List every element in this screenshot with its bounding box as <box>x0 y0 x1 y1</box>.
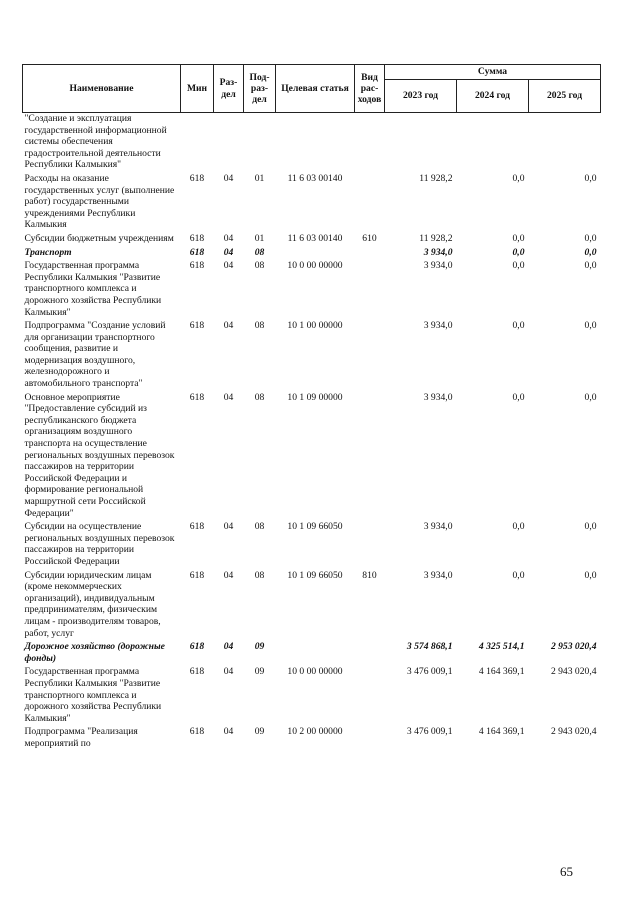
row-min: 618 <box>189 521 205 533</box>
row-celevaya: 10 0 00 00000 <box>287 260 343 272</box>
page-number: 65 <box>560 864 573 879</box>
row-vid <box>355 247 385 261</box>
row-vid <box>355 113 385 173</box>
row-min: 618 <box>189 569 205 581</box>
table-row <box>23 570 601 642</box>
row-celevaya: 10 1 00 00000 <box>287 320 343 332</box>
row-sum-2024: 0,0 <box>512 521 525 533</box>
header-year-2024: 2024 год <box>457 80 529 113</box>
row-vid <box>355 320 385 392</box>
row-razdel: 04 <box>223 521 234 533</box>
row-vid <box>355 392 385 522</box>
row-name: Подпрограмма "Создание условий для организации транспортного сообщения, развитие и модернизация воздушного, железнодорожного и автомобильного транспорта" <box>24 320 166 390</box>
table-row <box>23 173 601 233</box>
row-name: Субсидии на осуществление региональных воздушных перевозок пассажиров на территории Российской Федерации <box>24 521 175 567</box>
row-podrazdel: 09 <box>254 666 265 678</box>
row-sum-2025: 0,0 <box>584 569 597 581</box>
table-row <box>23 666 601 726</box>
row-celevaya: 10 1 09 66050 <box>287 569 343 581</box>
row-sum-2023: 3 934,0 <box>423 391 453 403</box>
row-vid: 810 <box>362 569 377 581</box>
row-vid <box>355 260 385 320</box>
row-celevaya: 10 1 09 66050 <box>287 521 343 533</box>
row-min <box>181 113 214 173</box>
table-body <box>23 113 601 752</box>
row-podrazdel: 09 <box>254 726 265 738</box>
row-sum-2024: 4 325 514,1 <box>478 641 525 653</box>
row-vid <box>355 173 385 233</box>
row-celevaya <box>276 641 355 666</box>
row-podrazdel: 08 <box>254 260 265 272</box>
row-razdel: 04 <box>223 569 234 581</box>
row-name: Субсидии юридическим лицам (кроме некоммерческих организаций), индивидуальным предпринимателям, физическим лицам - производителям товаров, работ, услуг <box>24 569 161 639</box>
row-min: 618 <box>189 172 205 184</box>
row-podrazdel: 08 <box>254 391 265 403</box>
row-razdel: 04 <box>223 260 234 272</box>
row-sum-2024: 4 164 369,1 <box>478 726 525 738</box>
row-sum-2023: 3 934,0 <box>423 569 453 581</box>
row-podrazdel: 08 <box>254 569 265 581</box>
row-sum-2024: 0,0 <box>512 320 525 332</box>
row-celevaya: 11 6 03 00140 <box>287 172 343 184</box>
table-header <box>23 65 601 113</box>
row-name: Основное мероприятие "Предоставление субсидий из республиканского бюджета организациям воздушного транспорта на осуществление региональных воздушных перевозок пассажиров на территории Российской Федерации и формирование региональной маршрутной сети Российской Федерации" <box>24 391 175 519</box>
row-podrazdel: 01 <box>254 172 265 184</box>
row-sum-2024: 4 164 369,1 <box>478 666 525 678</box>
table-row <box>23 233 601 247</box>
row-vid <box>355 726 385 751</box>
table-row <box>23 641 601 666</box>
row-min: 618 <box>189 232 205 244</box>
row-vid: 610 <box>362 232 377 244</box>
row-vid <box>355 666 385 726</box>
row-sum-2023: 3 934,0 <box>423 246 453 258</box>
row-name: Дорожное хозяйство (дорожные фонды) <box>24 641 165 664</box>
row-vid <box>355 641 385 666</box>
row-celevaya: 10 0 00 00000 <box>287 666 343 678</box>
row-sum-2025: 2 953 020,4 <box>550 641 597 653</box>
row-razdel: 04 <box>223 726 234 738</box>
row-sum-2025: 2 943 020,4 <box>550 726 597 738</box>
row-podrazdel: 01 <box>254 232 265 244</box>
header-name: Наименование <box>23 65 181 113</box>
row-sum-2023: 11 928,2 <box>419 232 453 244</box>
row-min: 618 <box>189 391 205 403</box>
row-celevaya: 10 2 00 00000 <box>287 726 343 738</box>
row-name: Транспорт <box>24 246 72 258</box>
row-celevaya: 10 1 09 00000 <box>287 391 343 403</box>
row-name: "Создание и эксплуатация государственной информационной системы обеспечения градостроительной деятельности Республики Калмыкия" <box>24 113 167 171</box>
row-podrazdel: 08 <box>254 246 265 258</box>
header-vid: Вид рас-ходов <box>355 65 385 113</box>
row-celevaya: 11 6 03 00140 <box>287 232 343 244</box>
row-sum-2025: 0,0 <box>584 246 597 258</box>
row-sum-2023: 3 934,0 <box>423 320 453 332</box>
row-sum-2023: 3 934,0 <box>423 260 453 272</box>
row-vid <box>355 521 385 569</box>
row-celevaya <box>276 247 355 261</box>
header-min: Мин <box>181 65 214 113</box>
row-sum-2024: 0,0 <box>512 246 525 258</box>
row-sum-2024: 0,0 <box>512 569 525 581</box>
row-sum-2025: 0,0 <box>584 260 597 272</box>
table-row <box>23 392 601 522</box>
row-sum-2024: 0,0 <box>512 232 525 244</box>
row-sum-2025: 2 943 020,4 <box>550 666 597 678</box>
row-sum-2024 <box>457 113 529 173</box>
row-sum-2025: 0,0 <box>584 521 597 533</box>
row-sum-2023: 3 476 009,1 <box>406 666 453 678</box>
row-sum-2025: 0,0 <box>584 172 597 184</box>
row-sum-2025: 0,0 <box>584 391 597 403</box>
row-sum-2023: 3 934,0 <box>423 521 453 533</box>
row-sum-2023: 3 574 868,1 <box>406 641 453 653</box>
table-row <box>23 726 601 751</box>
row-razdel: 04 <box>223 391 234 403</box>
row-razdel: 04 <box>223 232 234 244</box>
row-sum-2025 <box>529 113 601 173</box>
header-summa: Сумма <box>385 65 601 80</box>
header-razdel: Раз-дел <box>214 65 244 113</box>
row-sum-2025: 0,0 <box>584 232 597 244</box>
row-razdel: 04 <box>223 641 234 653</box>
row-sum-2025: 0,0 <box>584 320 597 332</box>
row-razdel: 04 <box>223 172 234 184</box>
row-sum-2024: 0,0 <box>512 260 525 272</box>
row-sum-2023: 11 928,2 <box>419 172 453 184</box>
row-min: 618 <box>189 666 205 678</box>
row-name: Расходы на оказание государственных услуг (выполнение работ) государственными учреждениями Республики Калмыкия <box>24 172 175 231</box>
table-row <box>23 320 601 392</box>
row-min: 618 <box>189 246 205 258</box>
header-podrazdel: Под-раз-дел <box>244 65 276 113</box>
row-razdel <box>214 113 244 173</box>
header-year-2025: 2025 год <box>529 80 601 113</box>
row-name: Субсидии бюджетным учреждениям <box>24 232 174 244</box>
budget-table <box>22 64 601 751</box>
header-year-2023: 2023 год <box>385 80 457 113</box>
row-name: Государственная программа Республики Калмыкия "Развитие транспортного комплекса и дорожного хозяйства Республики Калмыкия" <box>24 260 162 318</box>
header-celevaya: Целевая статья <box>276 65 355 113</box>
row-razdel: 04 <box>223 666 234 678</box>
row-razdel: 04 <box>223 320 234 332</box>
table-row <box>23 260 601 320</box>
row-sum-2024: 0,0 <box>512 172 525 184</box>
table-row <box>23 247 601 261</box>
row-podrazdel <box>244 113 276 173</box>
row-podrazdel: 09 <box>254 641 265 653</box>
row-sum-2023 <box>385 113 457 173</box>
row-celevaya <box>276 113 355 173</box>
table-row <box>23 113 601 173</box>
table-row <box>23 521 601 569</box>
row-name: Государственная программа Республики Калмыкия "Развитие транспортного комплекса и дорожного хозяйства Республики Калмыкия" <box>24 666 162 724</box>
row-sum-2023: 3 476 009,1 <box>406 726 453 738</box>
row-min: 618 <box>189 320 205 332</box>
row-sum-2024: 0,0 <box>512 391 525 403</box>
row-min: 618 <box>189 260 205 272</box>
row-min: 618 <box>189 641 205 653</box>
row-razdel: 04 <box>223 246 234 258</box>
row-min: 618 <box>189 726 205 738</box>
row-name: Подпрограмма "Реализация мероприятий по <box>24 726 138 749</box>
row-podrazdel: 08 <box>254 521 265 533</box>
row-podrazdel: 08 <box>254 320 265 332</box>
